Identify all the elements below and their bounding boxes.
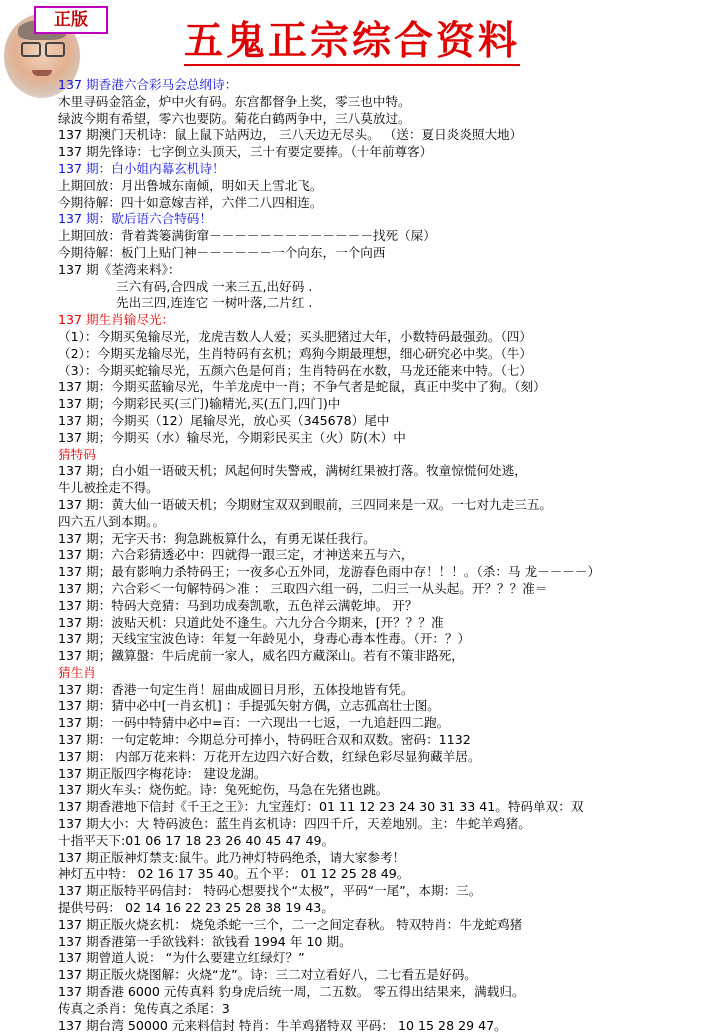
text-line: 137 期：一句定乾坤：今期总分可捧小，特码旺合双和双数。密码：1132 xyxy=(58,732,471,748)
text-line: 137 期香港六合彩马会总纲诗： xyxy=(58,77,238,92)
text-line: 上期回放：月出鲁城东南倾，明如天上雪北飞。 xyxy=(58,177,323,193)
text-line: （3）：今期买蛇输尽光，五颜六色是何肖；生肖特码在水数，马龙还能来中特。（七） xyxy=(58,362,532,378)
text-line: 137 期香港地下信封《千王之王》：九宝莲灯：01 11 12 23 24 30 31 33 41。特码单双：双 xyxy=(58,799,584,815)
text-line: 上期回放：背着粪篓满街窜－－－－－－－－－－－－－找死（屎） xyxy=(58,228,436,244)
text-line: （1）：今期买兔输尽光，龙虎吉数人人爱；买头肥猪过大年，小数特码最强劲。（四） xyxy=(58,328,532,344)
text-line: 绿波今期有希望，零六也要防。菊花白鹤两争中，三八莫放过。 xyxy=(58,110,411,126)
text-line: 137 期：歇后语六合特码！ xyxy=(58,211,212,227)
text-line: 137 期：今期买蓝输尽光，牛羊龙虎中一肖；不争气者是蛇鼠，真正中奖中了狗。（刻） xyxy=(58,379,546,395)
text-line: 137 期澳门天机诗：鼠上鼠下站两边， 三八天边无尽头。 （送：夏日炎炎照大地） xyxy=(58,127,523,143)
text-line: 137 期正版火烧玄机： 烧兔杀蛇一三个，二一之间定春秋。 特双特肖：牛龙蛇鸡猪 xyxy=(58,916,523,932)
text-line: 137 期；六合彩＜一句解特码＞准 ： 三取四六组一码，二归三一从头起。开？？？准＝ xyxy=(58,580,548,596)
text-line: 今期待解：四十如意嫁吉祥，六伴二八四相连。 xyxy=(58,194,323,210)
text-line: 137 期：猜中必中[一肖玄机] ：手提弧矢射方偶，立志孤高壮士图。 xyxy=(58,698,440,714)
section-heading: 猜特码 xyxy=(58,446,96,462)
text-line: 137 期：特码大竞猜：马到功成奏凯歌，五色祥云满乾坤。 开？ xyxy=(58,597,418,613)
page-title: 五鬼正宗综合资料 xyxy=(184,18,521,64)
text-line: 先出三四,连连它 一树叶落,二片红 . xyxy=(116,295,313,311)
text-line: 137 期台湾 50000 元来料信封 特肖：牛羊鸡猪特双 平码： 10 15 28 29 47。 xyxy=(58,1017,507,1033)
content-list xyxy=(58,77,695,1034)
text-line: 137 期《荃湾来料》： xyxy=(58,261,181,277)
text-line: 137 期正版特平码信封： 特码心想要找个“太极”，平码“一尾”，本期：三。 xyxy=(58,883,482,899)
section-heading: 猜生肖 xyxy=(58,664,96,680)
text-line: 137 期香港 6000 元传真料 豹身虎后统一周，二五数。 零五得出结果来，满载归。 xyxy=(58,984,525,1000)
text-line: 137 期：黄大仙一语破天机；今期财宝双双到眼前，三四同来是一双。一七对九走三五。 xyxy=(58,496,553,512)
text-line: （2）：今期买龙输尽光，生肖特码有玄机；鸡狗今期最理想，细心研究必中奖。（牛） xyxy=(58,345,532,361)
text-line: 137 期；今期彩民买(三门)输精光,买(五门,四门)中 xyxy=(58,396,341,412)
page-header xyxy=(0,0,703,72)
text-line: 三六有码,合四成 一来三五,出好码 . xyxy=(116,278,313,294)
text-line: 十指平天下:01 06 17 18 23 26 40 45 47 49。 xyxy=(58,832,335,848)
text-line: 137 期；今期买（12）尾输尽光，放心买（345678）尾中 xyxy=(58,412,390,428)
text-line: 137 期；今期买（水）输尽光，今期彩民买主（火）防(木）中 xyxy=(58,429,406,445)
text-line: 137 期；天线宝宝波色诗：年复一年龄见小，身毒心毒本性毒。（开：？） xyxy=(58,631,471,647)
text-line: 137 期正版四字梅花诗： 建设龙湖。 xyxy=(58,765,267,781)
text-line: 传真之杀肖：兔传真之杀尾：3 xyxy=(58,1000,230,1016)
text-line: 137 期；鐵算盤：牛后虎前一家人，威名四方藏深山。若有不策非路死， xyxy=(58,648,464,664)
text-line: 137 期；最有影响力杀特码王；一夜多心五外同，龙游春色雨中存！！！。（杀：马 龙－－－－） xyxy=(58,564,601,580)
text-line: 137 期香港第一手欲钱料：欲钱看 1994 年 10 期。 xyxy=(58,933,352,949)
text-line: 137 期火车头：烧伤蛇。诗：兔死蛇伤，马急在先猪也跳。 xyxy=(58,782,389,798)
text-line: 137 期正版火烧图解：火烧“龙”。诗：三二对立看好八，二七看五是好码。 xyxy=(58,967,477,983)
text-line: 137 期：白小姐内幕玄机诗！ xyxy=(58,160,225,176)
text-line: 今期待解：板门上贴门神－－－－－－一个向东，一个向西 xyxy=(58,244,386,260)
text-line: 137 期：一码中特猜中必中=百：一六现出一七返，一九追赶四二跑。 xyxy=(58,715,450,731)
text-line: 四六五八到本期。。 xyxy=(58,513,166,529)
text-line: 137 期：六合彩猜透必中：四就得一跟三定，才神送来五与六， xyxy=(58,547,414,563)
text-line: 137 期：波贴天机：只道此处不逢生。六九分合今期来，[开？？？准 xyxy=(58,614,444,630)
text-line: 137 期大小：大 特码波色：蓝生肖玄机诗：四四千斤，天差地别。主：牛蛇羊鸡猪。 xyxy=(58,816,531,832)
text-line: 137 期曾道人说： “为什么要建立红绿灯？” xyxy=(58,950,305,966)
text-line: 提供号码： 02 14 16 22 23 25 28 38 19 43。 xyxy=(58,900,334,916)
text-line: 137 期先锋诗：七字倒立头顶天，三十有要定要捧。（十年前尊客） xyxy=(58,144,433,160)
text-line: 137 期正版神灯禁支:鼠牛。此乃神灯特码绝杀，请大家参考！ xyxy=(58,849,406,865)
text-line: 137 期：香港一句定生肖！屈曲成圆日月形，五体投地皆有凭。 xyxy=(58,681,414,697)
text-line: 牛儿被拴走不得。 xyxy=(58,480,159,496)
text-line: 137 期；无字天书：狗急跳板算什么，有勇无谋任我行。 xyxy=(58,530,376,546)
genuine-badge: 正版 xyxy=(34,6,108,34)
text-line: 木里寻码金箔金，炉中火有码。东宫都督争上奖，零三也中特。 xyxy=(58,93,411,109)
text-line: 神灯五中特： 02 16 17 35 40。五个平： 01 12 25 28 49。 xyxy=(58,866,410,882)
text-line: 137 期；白小姐一语破天机；风起何时失警戒，满树红果被打落。牧童惊慌何处逃， xyxy=(58,463,527,479)
section-heading: 137 期生肖输尽光： xyxy=(58,312,175,328)
text-line: 137 期： 内部万花来料：万花开左边四六好合数，红绿色彩尽显狗藏羊居。 xyxy=(58,748,481,764)
